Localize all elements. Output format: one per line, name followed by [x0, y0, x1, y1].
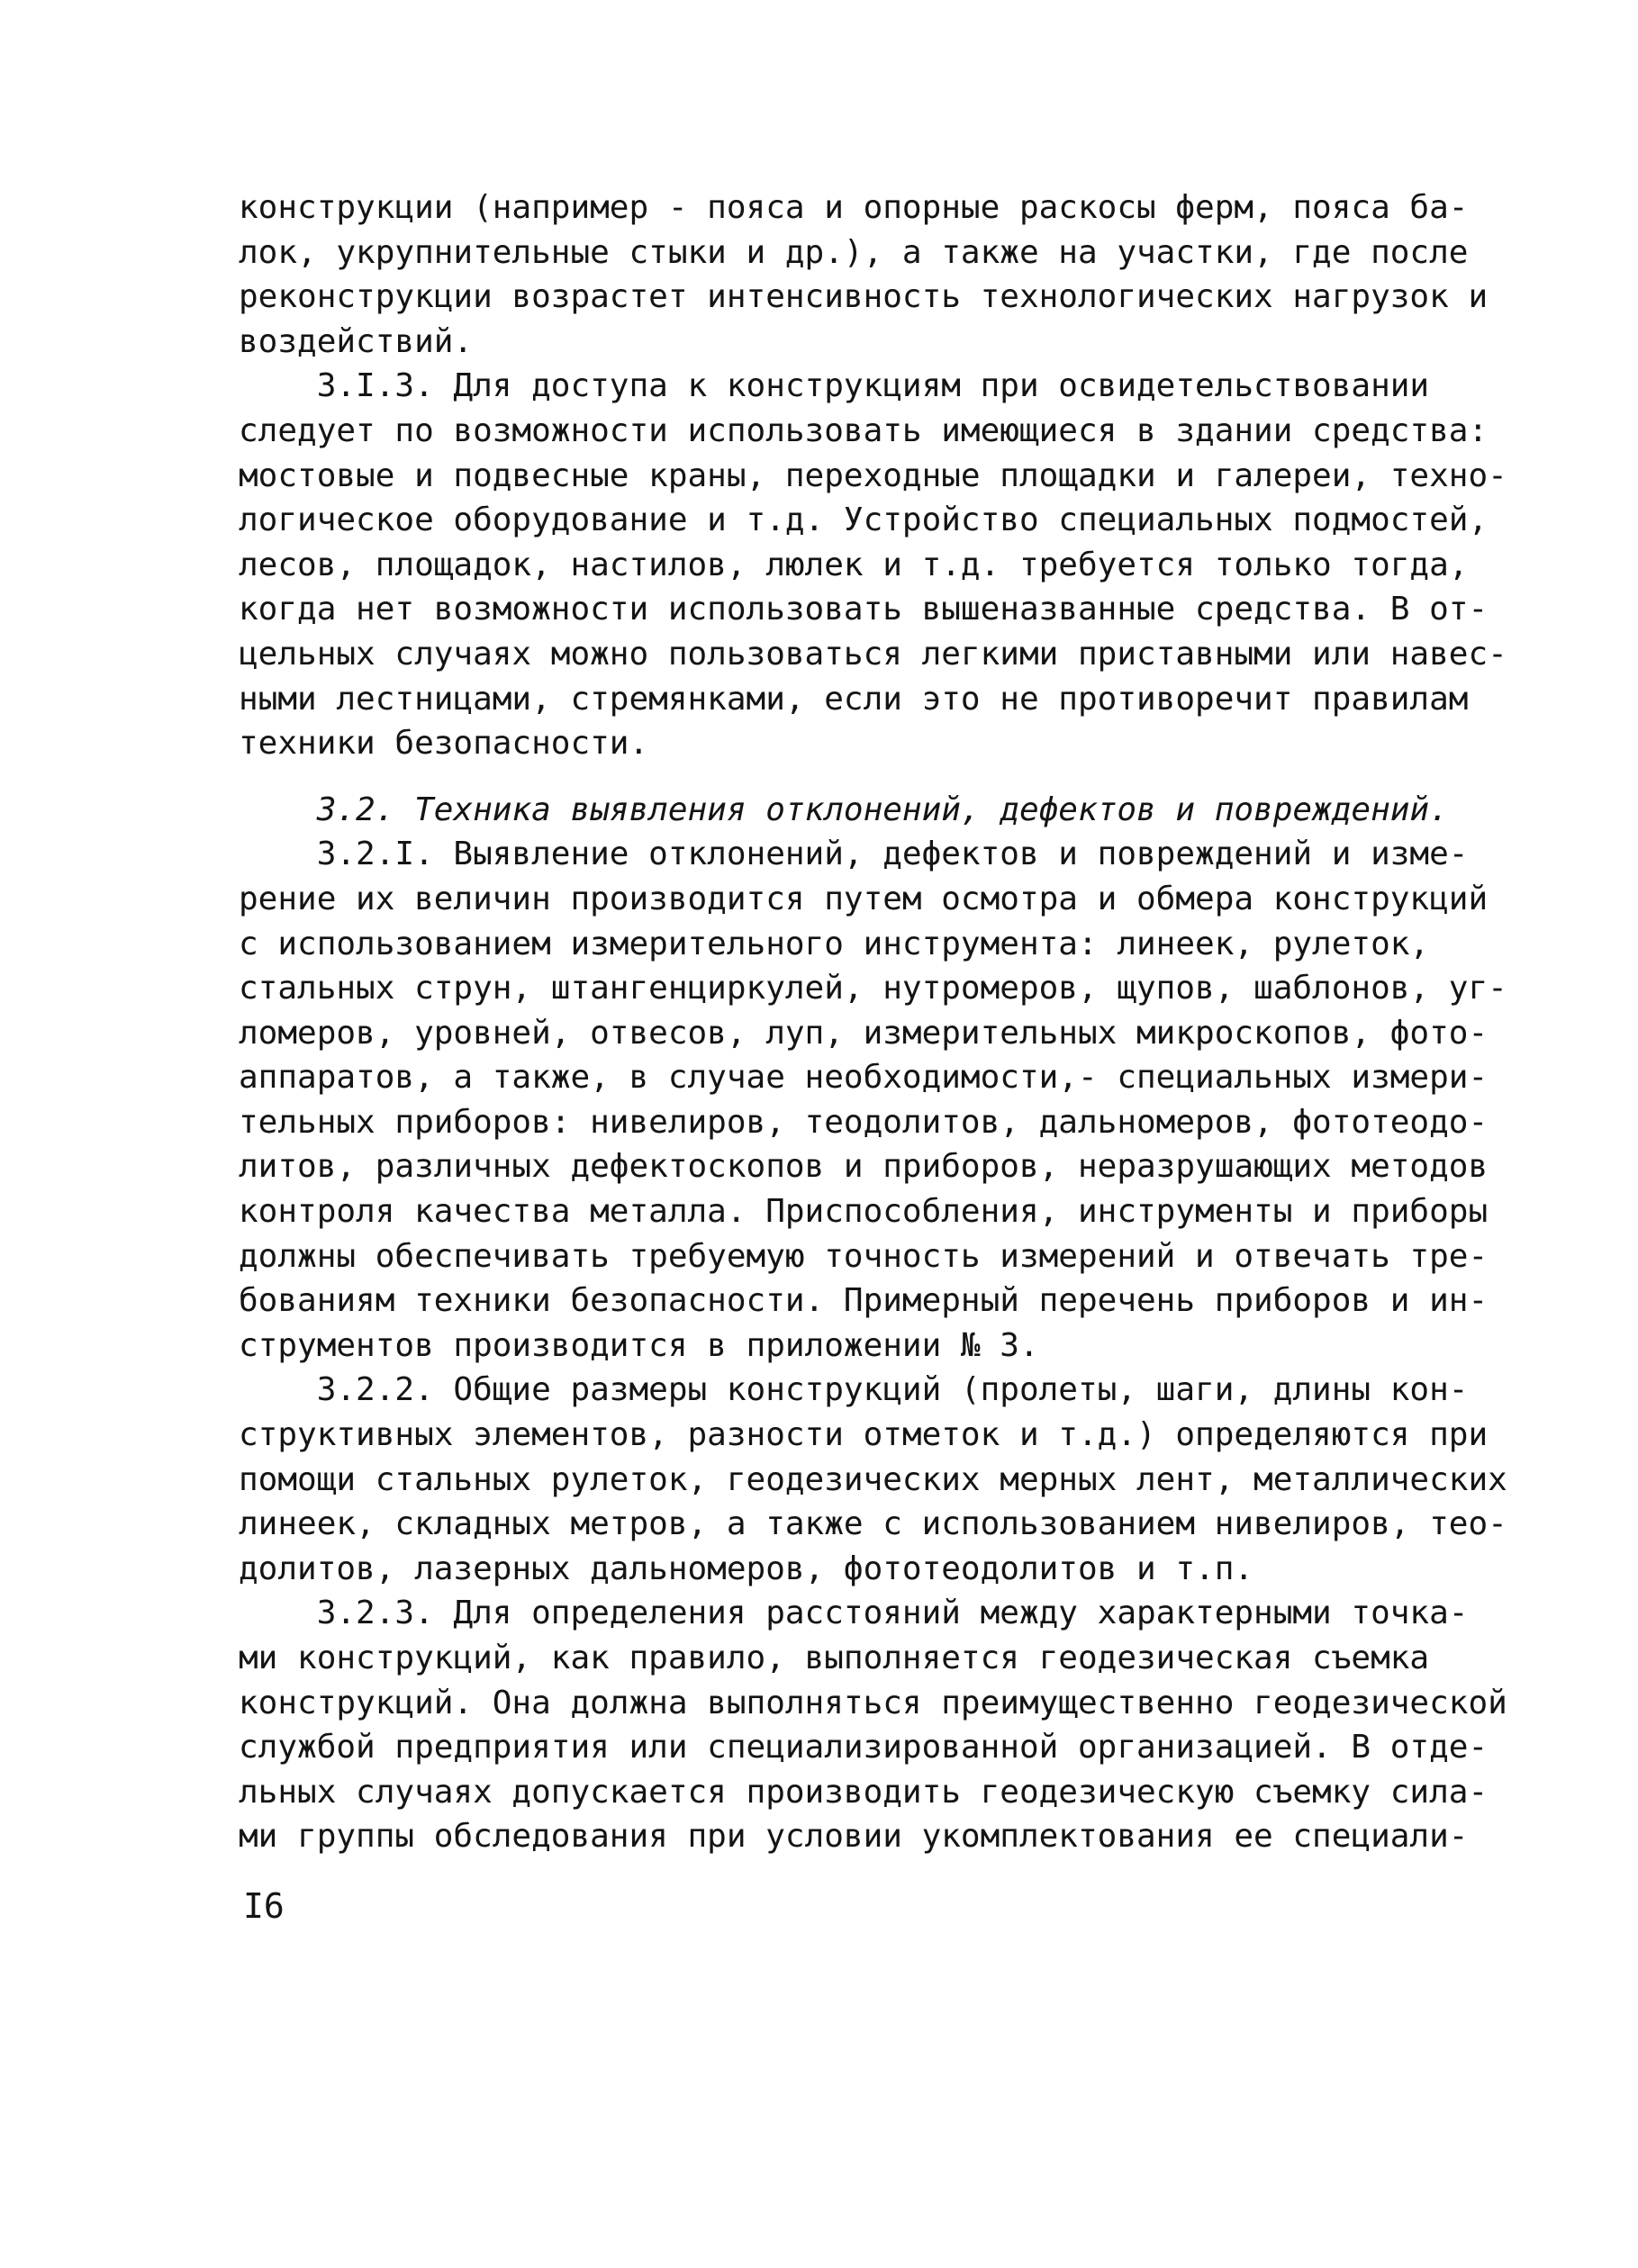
text-line: ломеров, уровней, отвесов, луп, измерительных микроскопов, фото-	[239, 1014, 1489, 1052]
text-line: когда нет возможности использовать вышеназванные средства. В от-	[239, 591, 1489, 628]
text-line: конструкций. Она должна выполняться преимущественно геодезической	[239, 1684, 1507, 1721]
text-line: 3.I.3. Для доступа к конструкциям при освидетельствовании	[239, 367, 1430, 405]
text-line: долитов, лазерных дальномеров, фототеодолитов и т.п.	[239, 1550, 1254, 1587]
paragraph-gap	[239, 766, 1445, 788]
text-line: следует по возможности использовать имеющиеся в здании средства:	[239, 411, 1489, 449]
text-line: контроля качества металла. Приспособления, инструменты и приборы	[239, 1193, 1489, 1231]
text-line: мостовые и подвесные краны, переходные площадки и галереи, техно-	[239, 456, 1507, 494]
text-line: льных случаях допускается производить геодезическую съемку сила-	[239, 1773, 1489, 1811]
text-line: с использованием измерительного инструмента: линеек, рулеток,	[239, 925, 1430, 962]
text-line: стальных струн, штангенциркулей, нутромеров, щупов, шаблонов, уг-	[239, 970, 1507, 1007]
text-line: струментов производится в приложении № 3.	[239, 1326, 1039, 1364]
text-line: бованиям техники безопасности. Примерный перечень приборов и ин-	[239, 1282, 1489, 1320]
text-line: техники безопасности.	[239, 725, 649, 763]
text-line: конструкции (например - пояса и опорные раскосы ферм, пояса ба-	[239, 189, 1469, 226]
text-line: службой предприятия или специализированной организацией. В отде-	[239, 1729, 1489, 1767]
text-line: рение их величин производится путем осмотра и обмера конструкций	[239, 880, 1489, 917]
section-heading: 3.2. Техника выявления отклонений, дефектов и повреждений.	[239, 791, 1449, 828]
text-line: тельных приборов: нивелиров, теодолитов, дальномеров, фототеодо-	[239, 1103, 1489, 1141]
text-line: лесов, площадок, настилов, люлек и т.д. требуется только тогда,	[239, 546, 1469, 583]
text-line: 3.2.2. Общие размеры конструкций (пролеты, шаги, длины кон-	[239, 1371, 1469, 1409]
text-line: реконструкции возрастет интенсивность технологических нагрузок и	[239, 278, 1489, 316]
text-line: воздействий.	[239, 322, 474, 360]
text-line: структивных элементов, разности отметок и т.д.) определяются при	[239, 1416, 1489, 1454]
text-line: ми группы обследования при условии укомплектования ее специали-	[239, 1818, 1469, 1856]
text-line: 3.2.I. Выявление отклонений, дефектов и повреждений и изме-	[239, 836, 1469, 873]
text-line: помощи стальных рулеток, геодезических мерных лент, металлических	[239, 1460, 1507, 1498]
text-line: аппаратов, а также, в случае необходимости,- специальных измери-	[239, 1059, 1489, 1097]
text-line	[239, 1859, 1445, 1904]
text-line: логическое оборудование и т.д. Устройство специальных подмостей,	[239, 501, 1489, 539]
text-line: линеек, складных метров, а также с использованием нивелиров, тео-	[239, 1505, 1507, 1543]
text-line: ми конструкций, как правило, выполняется геодезическая съемка	[239, 1640, 1430, 1676]
text-line: ными лестницами, стремянками, если это не противоречит правилам	[239, 680, 1469, 718]
text-line: лок, укрупнительные стыки и др.), а также на участки, где после	[239, 233, 1469, 271]
text-line: должны обеспечивать требуемую точность измерений и отвечать тре-	[239, 1237, 1489, 1275]
text-line: литов, различных дефектоскопов и приборов, неразрушающих методов	[239, 1148, 1489, 1186]
text-line: 3.2.3. Для определения расстояний между характерными точка-	[239, 1595, 1469, 1632]
text-line: цельных случаях можно пользоваться легкими приставными или навес-	[239, 635, 1507, 673]
body-text	[239, 185, 1507, 1904]
page-number: I6	[243, 1886, 285, 1926]
